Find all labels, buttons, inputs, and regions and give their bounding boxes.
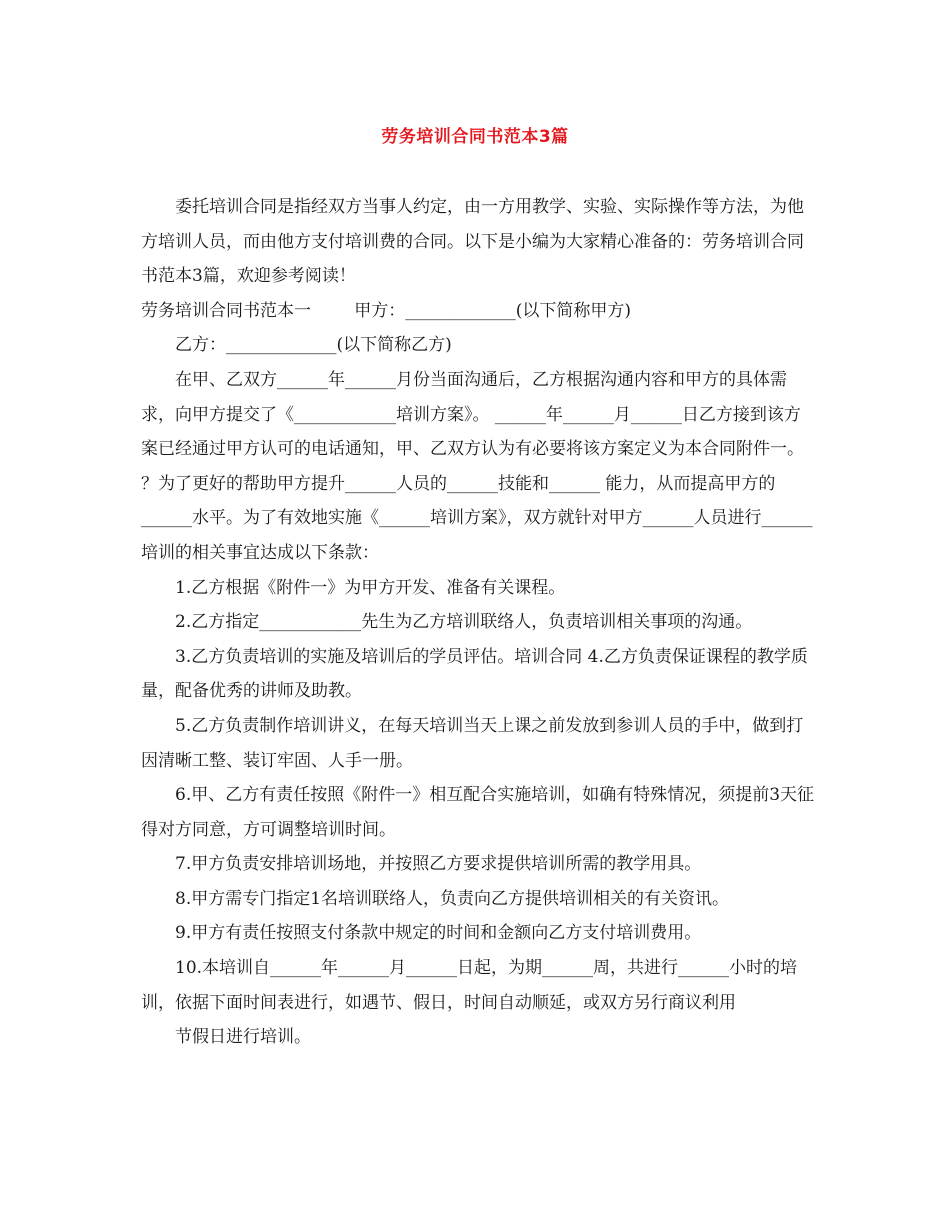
clause-7: 7.甲方负责安排培训场地，并按照乙方要求提供培训所需的教学用具。 bbox=[175, 854, 702, 875]
clause-10-continued: 节假日进行培训。 bbox=[175, 1027, 311, 1048]
preamble-paragraph: 在甲、乙双方______年______月份当面沟通后，乙方根据沟通内容和甲方的具体需求，向甲方提交了《____________培训方案》。 ______年______月______日乙方接到该方案已经通过甲方认可的电话通知，甲、乙双方认为有必要将该方案定义为本合同附件一。 ？为了更好的帮助甲方提升______人员的______技能和______ 能力，从而提高甲方的______水平。为了有效地实施《______培训方案》，双方就针对甲方______人员进行______培训的相关事宜达成以下条款： bbox=[141, 369, 813, 563]
clause-9: 9.甲方有责任按照支付条款中规定的时间和金额向乙方支付培训费用。 bbox=[175, 923, 702, 944]
clause-3-4: 3.乙方负责培训的实施及培训后的学员评估。培训合同 4.乙方负责保证课程的教学质量，配备优秀的讲师及助教。 bbox=[141, 646, 808, 702]
clause-5: 5.乙方负责制作培训讲义，在每天培训当天上课之前发放到参训人员的手中，做到打因清晰工整、装订牢固、人手一册。 bbox=[141, 715, 804, 771]
clause-10: 10.本培训自______年______月______日起，为期______周，共进行______小时的培训，依据下面时间表进行，如遇节、假日，时间自动顺延，或双方另行商议利用 bbox=[141, 958, 798, 1013]
clause-1: 1.乙方根据《附件一》为甲方开发、准备有关课程。 bbox=[175, 577, 566, 598]
contract-party-a-line: 劳务培训合同书范本一 甲方：_____________(以下简称甲方) bbox=[141, 300, 631, 321]
document-title: 劳务培训合同书范本3篇 bbox=[381, 127, 569, 147]
document-body bbox=[141, 190, 816, 1055]
clause-2: 2.乙方指定____________先生为乙方培训联络人，负责培训相关事项的沟通。 bbox=[175, 612, 753, 633]
contract-party-b-line: 乙方：_____________(以下简称乙方) bbox=[175, 335, 452, 356]
intro-paragraph: 委托培训合同是指经双方当事人约定，由一方用教学、实验、实际操作等方法，为他方培训人员，而由他方支付培训费的合同。以下是小编为大家精心准备的：劳务培训合同书范本3篇，欢迎参考阅读！ bbox=[141, 197, 804, 287]
clause-8: 8.甲方需专门指定1名培训联络人，负责向乙方提供培训相关的有关资讯。 bbox=[175, 888, 730, 909]
clause-6: 6.甲、乙方有责任按照《附件一》相互配合实施培训，如确有特殊情况，须提前3天征得对方同意，方可调整培训时间。 bbox=[141, 785, 815, 840]
